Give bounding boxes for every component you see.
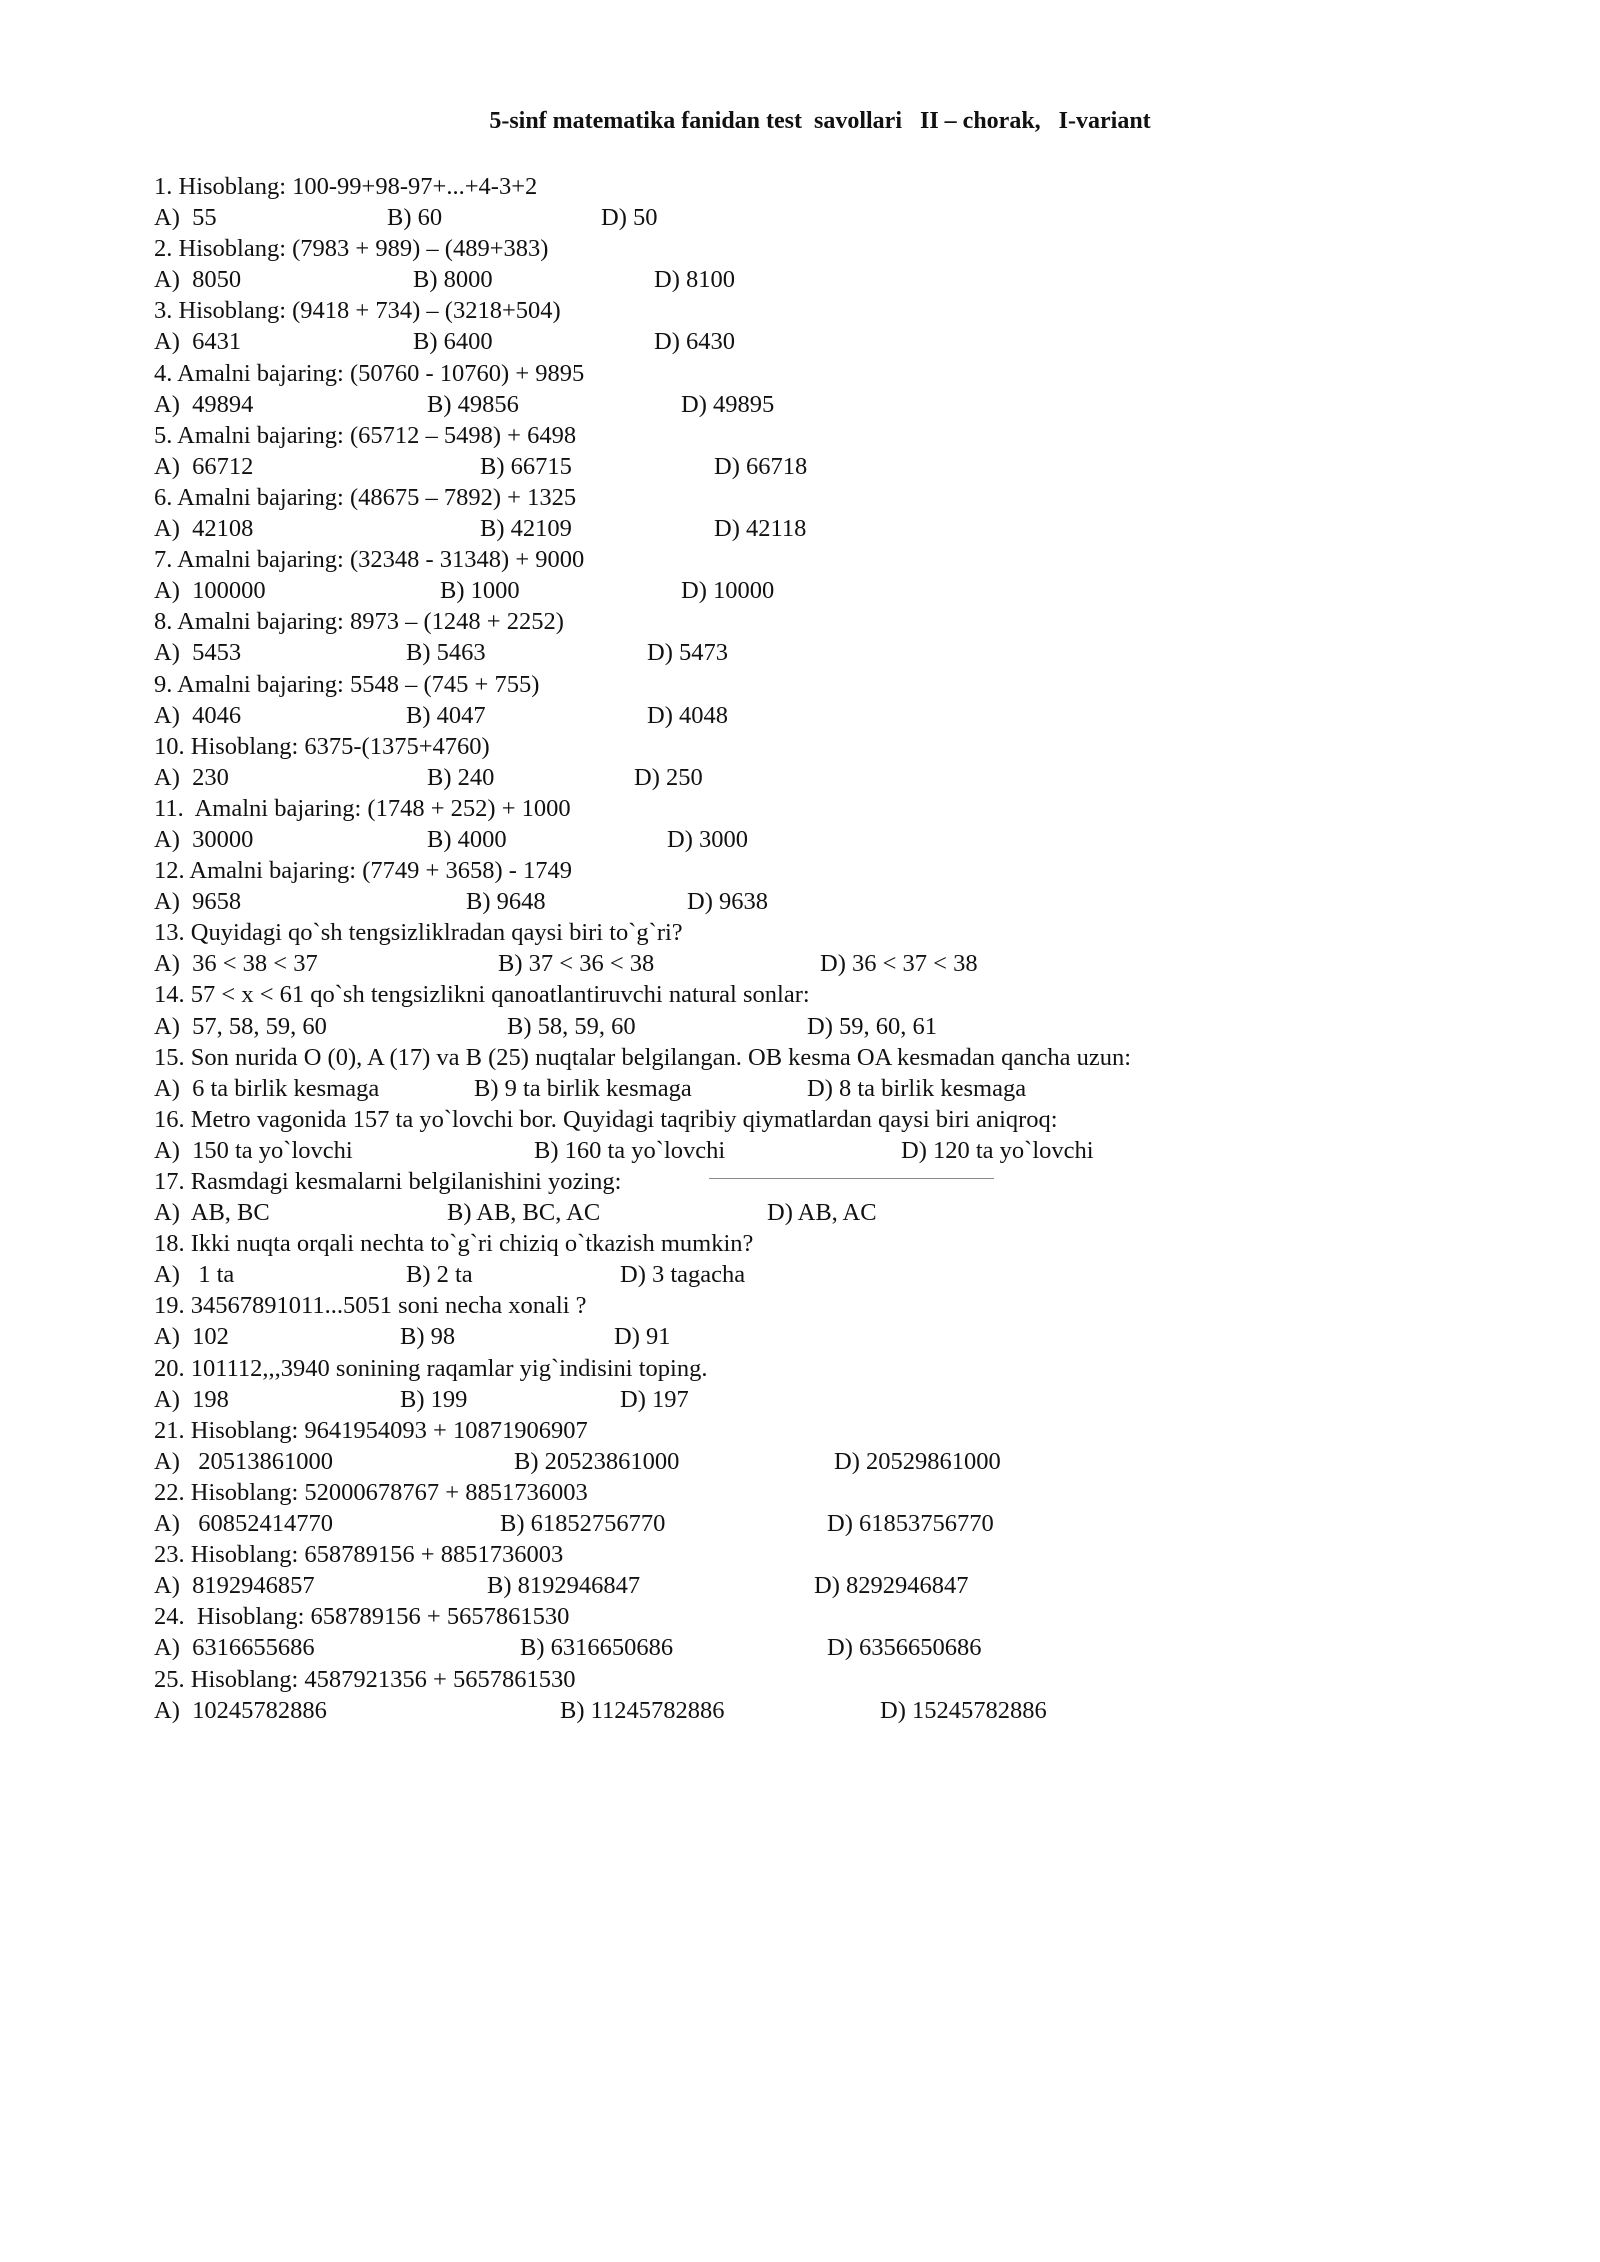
option-d: D) 6430 [654, 328, 735, 356]
answer-options [154, 202, 1454, 233]
question-text: 16. Metro vagonida 157 ta yo`lovchi bor. Quyidagi taqribiy qiymatlardan qaysi biri aniqroq: [154, 1105, 1058, 1133]
answer-options [154, 1570, 1454, 1601]
option-d: D) 10000 [681, 577, 775, 605]
answer-options [154, 824, 1454, 855]
answer-options [154, 575, 1454, 606]
answer-options [154, 886, 1454, 917]
question-text: 3. Hisoblang: (9418 + 734) – (3218+504) [154, 297, 561, 325]
option-d: D) 49895 [681, 390, 775, 418]
option-d: D) 20529861000 [834, 1447, 1001, 1475]
option-d: D) 61853756770 [827, 1510, 994, 1538]
option-b: B) 37 < 36 < 38 [498, 950, 655, 978]
option-a: A) 20513861000 [154, 1447, 333, 1475]
option-a: A) 1 ta [154, 1261, 235, 1289]
option-b: B) 5463 [406, 639, 486, 667]
option-d: D) 6356650686 [827, 1634, 982, 1662]
option-d: D) 4048 [647, 701, 728, 729]
option-b: B) 58, 59, 60 [507, 1012, 636, 1040]
question-text: 24. Hisoblang: 658789156 + 5657861530 [154, 1603, 570, 1631]
option-d: D) AB, AC [767, 1199, 877, 1227]
option-a: A) 66712 [154, 452, 254, 480]
question-text: 14. 57 < x < 61 qo`sh tengsizlikni qanoatlantiruvchi natural sonlar: [154, 981, 810, 1009]
option-d: D) 36 < 37 < 38 [820, 950, 978, 978]
option-d: D) 8292946847 [814, 1572, 969, 1600]
option-b: B) 60 [387, 204, 443, 232]
option-b: B) 199 [400, 1385, 468, 1413]
option-a: A) 30000 [154, 825, 254, 853]
question-text: 17. Rasmdagi kesmalarni belgilanishini yozing: [154, 1168, 622, 1195]
option-a: A) 150 ta yo`lovchi [154, 1136, 353, 1164]
question-text: 25. Hisoblang: 4587921356 + 5657861530 [154, 1665, 576, 1693]
option-a: A) 100000 [154, 577, 266, 605]
question-text: 6. Amalni bajaring: (48675 – 7892) + 1325 [154, 483, 577, 511]
option-b: B) 6316650686 [520, 1634, 674, 1662]
option-d: D) 66718 [714, 452, 808, 480]
answer-options [154, 1695, 1454, 1726]
option-b: B) 9 ta birlik kesmaga [474, 1074, 692, 1102]
option-b: B) 4047 [406, 701, 486, 729]
option-a: A) 6316655686 [154, 1634, 315, 1662]
option-b: B) 240 [427, 763, 495, 791]
answer-options [154, 700, 1454, 731]
option-a: A) 60852414770 [154, 1510, 333, 1538]
page-title: 5-sinf matematika fanidan test savollari II – chorak, I-variant [489, 108, 1151, 134]
question-text: 13. Quyidagi qo`sh tengsizliklradan qaysi biri to`g`ri? [154, 919, 683, 947]
option-b: B) 1000 [440, 577, 520, 605]
option-d: D) 59, 60, 61 [807, 1012, 937, 1040]
option-a: A) 36 < 38 < 37 [154, 950, 318, 978]
option-b: B) 20523861000 [514, 1447, 680, 1475]
question-text: 23. Hisoblang: 658789156 + 8851736003 [154, 1541, 564, 1569]
option-b: B) 8192946847 [487, 1572, 641, 1600]
option-a: A) 230 [154, 763, 229, 791]
option-d: D) 8100 [654, 266, 735, 294]
option-b: B) 9648 [466, 888, 546, 916]
question-text: 1. Hisoblang: 100-99+98-97+...+4-3+2 [154, 173, 538, 200]
option-d: D) 3000 [667, 825, 748, 853]
option-d: D) 120 ta yo`lovchi [901, 1136, 1094, 1164]
option-d: D) 197 [620, 1385, 689, 1413]
answer-options [154, 326, 1454, 357]
option-d: D) 8 ta birlik kesmaga [807, 1074, 1027, 1102]
option-d: D) 15245782886 [880, 1696, 1047, 1724]
answer-options [154, 1197, 1454, 1228]
answer-options [154, 389, 1454, 420]
option-d: D) 42118 [714, 515, 807, 543]
answer-options [154, 1321, 1454, 1352]
option-b: B) 8000 [413, 266, 493, 294]
option-a: A) 42108 [154, 515, 254, 543]
underline-stroke [709, 1178, 994, 1179]
answer-options [154, 451, 1454, 482]
question-text: 5. Amalni bajaring: (65712 – 5498) + 6498 [154, 421, 577, 449]
answer-options [154, 762, 1454, 793]
question-text: 10. Hisoblang: 6375-(1375+4760) [154, 732, 490, 760]
option-a: A) 9658 [154, 888, 242, 916]
option-a: A) 6 ta birlik kesmaga [154, 1074, 380, 1102]
option-d: D) 50 [601, 204, 658, 232]
option-b: B) 49856 [427, 390, 519, 418]
option-d: D) 91 [614, 1323, 671, 1351]
option-b: B) 66715 [480, 452, 572, 480]
question-text: 20. 101112,,,3940 sonining raqamlar yig`indisini toping. [154, 1354, 708, 1382]
option-a: A) 6431 [154, 328, 242, 356]
answer-options [154, 1632, 1454, 1663]
answer-options [154, 1073, 1454, 1104]
question-text: 8. Amalni bajaring: 8973 – (1248 + 2252) [154, 608, 564, 636]
question-text: 11. Amalni bajaring: (1748 + 252) + 1000 [154, 794, 571, 822]
answer-options [154, 948, 1454, 979]
option-b: B) AB, BC, AC [447, 1199, 601, 1227]
option-a: A) 198 [154, 1385, 229, 1413]
option-b: B) 160 ta yo`lovchi [534, 1136, 726, 1164]
option-a: A) 102 [154, 1323, 229, 1351]
answer-options [154, 1135, 1454, 1166]
question-text: 7. Amalni bajaring: (32348 - 31348) + 9000 [154, 546, 585, 574]
question-text: 4. Amalni bajaring: (50760 - 10760) + 9895 [154, 359, 585, 387]
question-list [154, 171, 1454, 1726]
option-a: A) 55 [154, 204, 217, 232]
answer-options [154, 1384, 1454, 1415]
answer-options [154, 637, 1454, 668]
question-text: 18. Ikki nuqta orqali nechta to`g`ri chiziq o`tkazish mumkin? [154, 1230, 754, 1258]
answer-options [154, 1011, 1454, 1042]
answer-options [154, 1259, 1454, 1290]
option-b: B) 61852756770 [500, 1510, 666, 1538]
option-a: A) 10245782886 [154, 1696, 327, 1724]
question-text: 9. Amalni bajaring: 5548 – (745 + 755) [154, 670, 540, 698]
option-b: B) 11245782886 [560, 1696, 725, 1724]
option-b: B) 4000 [427, 825, 507, 853]
answer-options [154, 264, 1454, 295]
question-text: 2. Hisoblang: (7983 + 989) – (489+383) [154, 235, 549, 263]
option-b: B) 98 [400, 1323, 456, 1351]
option-d: D) 250 [634, 763, 703, 791]
option-a: A) 49894 [154, 390, 254, 418]
question-text: 15. Son nurida O (0), A (17) va B (25) nuqtalar belgilangan. OB kesma OA kesmadan qancha uzun: [154, 1043, 1132, 1071]
option-a: A) 5453 [154, 639, 242, 667]
option-b: B) 2 ta [406, 1261, 473, 1289]
option-a: A) 57, 58, 59, 60 [154, 1012, 327, 1040]
option-d: D) 5473 [647, 639, 728, 667]
question-text: 21. Hisoblang: 9641954093 + 10871906907 [154, 1416, 588, 1444]
question-text: 12. Amalni bajaring: (7749 + 3658) - 1749 [154, 857, 573, 885]
option-d: D) 3 tagacha [620, 1261, 746, 1289]
option-a: A) 8050 [154, 266, 242, 294]
option-a: A) AB, BC [154, 1199, 270, 1227]
answer-options [154, 1446, 1454, 1477]
option-a: A) 8192946857 [154, 1572, 315, 1600]
option-a: A) 4046 [154, 701, 242, 729]
question-text: 19. 34567891011...5051 soni necha xonali ? [154, 1292, 587, 1320]
answer-options [154, 513, 1454, 544]
question-text: 22. Hisoblang: 52000678767 + 8851736003 [154, 1478, 588, 1506]
answer-options [154, 1508, 1454, 1539]
option-d: D) 9638 [687, 888, 768, 916]
option-b: B) 42109 [480, 515, 572, 543]
option-b: B) 6400 [413, 328, 493, 356]
